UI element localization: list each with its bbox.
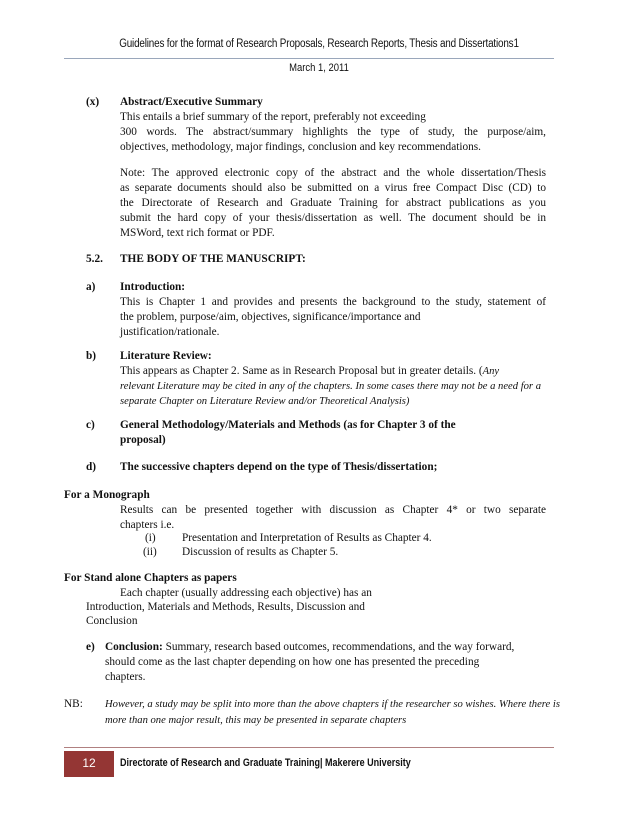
standalone-line: Introduction, Materials and Methods, Results, Discussion and — [86, 601, 365, 613]
item-b-number: b) — [86, 350, 97, 362]
page-header-title: Guidelines for the format of Research Proposals, Research Reports, Thesis and Dissertations1 — [119, 38, 519, 50]
page-header-date: March 1, 2011 — [289, 62, 349, 74]
footer-text: Directorate of Research and Graduate Training| Makerere University — [120, 757, 411, 769]
monograph-subitem-text: Presentation and Interpretation of Results as Chapter 4. — [182, 532, 432, 544]
nb-line: more than one major result, this may be presented in separate chapters — [105, 715, 407, 726]
abstract-note-line: the Directorate of Research and Graduate Training for abstract publications as you — [120, 197, 546, 209]
item-d-heading: The successive chapters depend on the type of Thesis/dissertation; — [120, 461, 438, 473]
item-a-heading: Introduction: — [120, 281, 186, 293]
monograph-subitem-text: Discussion of results as Chapter 5. — [182, 546, 339, 558]
item-e-line: should come as the last chapter depending on how one has presented the preceding — [105, 656, 480, 668]
item-b-line — [120, 364, 499, 379]
abstract-line: 300 words. The abstract/summary highlights the type of study, the purpose/aim, — [120, 126, 546, 138]
item-b-heading: Literature Review: — [120, 350, 212, 362]
standalone-line: Conclusion — [86, 615, 138, 627]
abstract-number: (x) — [86, 96, 100, 108]
standalone-line: Each chapter (usually addressing each objective) has an — [120, 587, 372, 599]
monograph-heading: For a Monograph — [64, 489, 150, 501]
item-d-number: d) — [86, 461, 97, 473]
abstract-line: This entails a brief summary of the report, preferably not exceeding — [120, 111, 426, 123]
item-c-heading-cont: proposal) — [120, 434, 166, 446]
item-c-heading: General Methodology/Materials and Methods (as for Chapter 3 of the — [120, 419, 456, 431]
monograph-line: Results can be presented together with discussion as Chapter 4* or two separate — [120, 504, 546, 516]
page-number: 12 — [82, 756, 96, 770]
item-e-number: e) — [86, 641, 95, 653]
item-c-number: c) — [86, 419, 95, 431]
standalone-heading: For Stand alone Chapters as papers — [64, 572, 237, 584]
item-b-italic-start: Any — [482, 366, 500, 377]
monograph-line: chapters i.e. — [120, 519, 175, 531]
item-e-text: Summary, research based outcomes, recommendations, and the way forward, — [162, 641, 515, 653]
section-number: 5.2. — [86, 253, 103, 265]
item-a-line: the problem, purpose/aim, objectives, significance/importance and — [120, 311, 421, 323]
header-divider — [64, 58, 554, 59]
item-b-line-text: This appears as Chapter 2. Same as in Research Proposal but in greater details. ( — [120, 365, 483, 377]
section-heading: THE BODY OF THE MANUSCRIPT: — [120, 253, 306, 265]
item-e-line: chapters. — [105, 671, 146, 683]
item-e-line — [105, 640, 514, 655]
abstract-note-line: submit the hard copy of your thesis/dissertation as well. The document should be in — [120, 212, 546, 224]
nb-label: NB: — [64, 698, 83, 710]
monograph-subitem-number: (ii) — [143, 546, 157, 558]
item-b-italic-line: separate Chapter on Literature Review and/or Theoretical Analysis) — [120, 396, 410, 407]
footer-divider — [64, 747, 554, 748]
abstract-note-line: as separate documents should also be submitted on a virus free Compact Disc (CD) to — [120, 182, 546, 194]
item-e-heading: Conclusion: — [105, 641, 163, 653]
item-a-number: a) — [86, 281, 96, 293]
abstract-note-line: MSWord, text rich format or PDF. — [120, 227, 275, 239]
abstract-heading: Abstract/Executive Summary — [120, 96, 263, 108]
item-a-line: justification/rationale. — [120, 326, 220, 338]
abstract-line: objectives, methodology, major findings, conclusion and key recommendations. — [120, 141, 482, 153]
abstract-note-line: Note: The approved electronic copy of the abstract and the whole dissertation/Thesis — [120, 167, 546, 179]
monograph-subitem-number: (i) — [145, 532, 156, 544]
nb-line: However, a study may be split into more than the above chapters if the researcher so wishes. Where there is — [105, 699, 560, 710]
item-a-line: This is Chapter 1 and provides and presents the background to the study, statement of — [120, 296, 546, 308]
item-b-italic-line: relevant Literature may be cited in any of the chapters. In some cases there may not be a need for a — [120, 381, 541, 392]
